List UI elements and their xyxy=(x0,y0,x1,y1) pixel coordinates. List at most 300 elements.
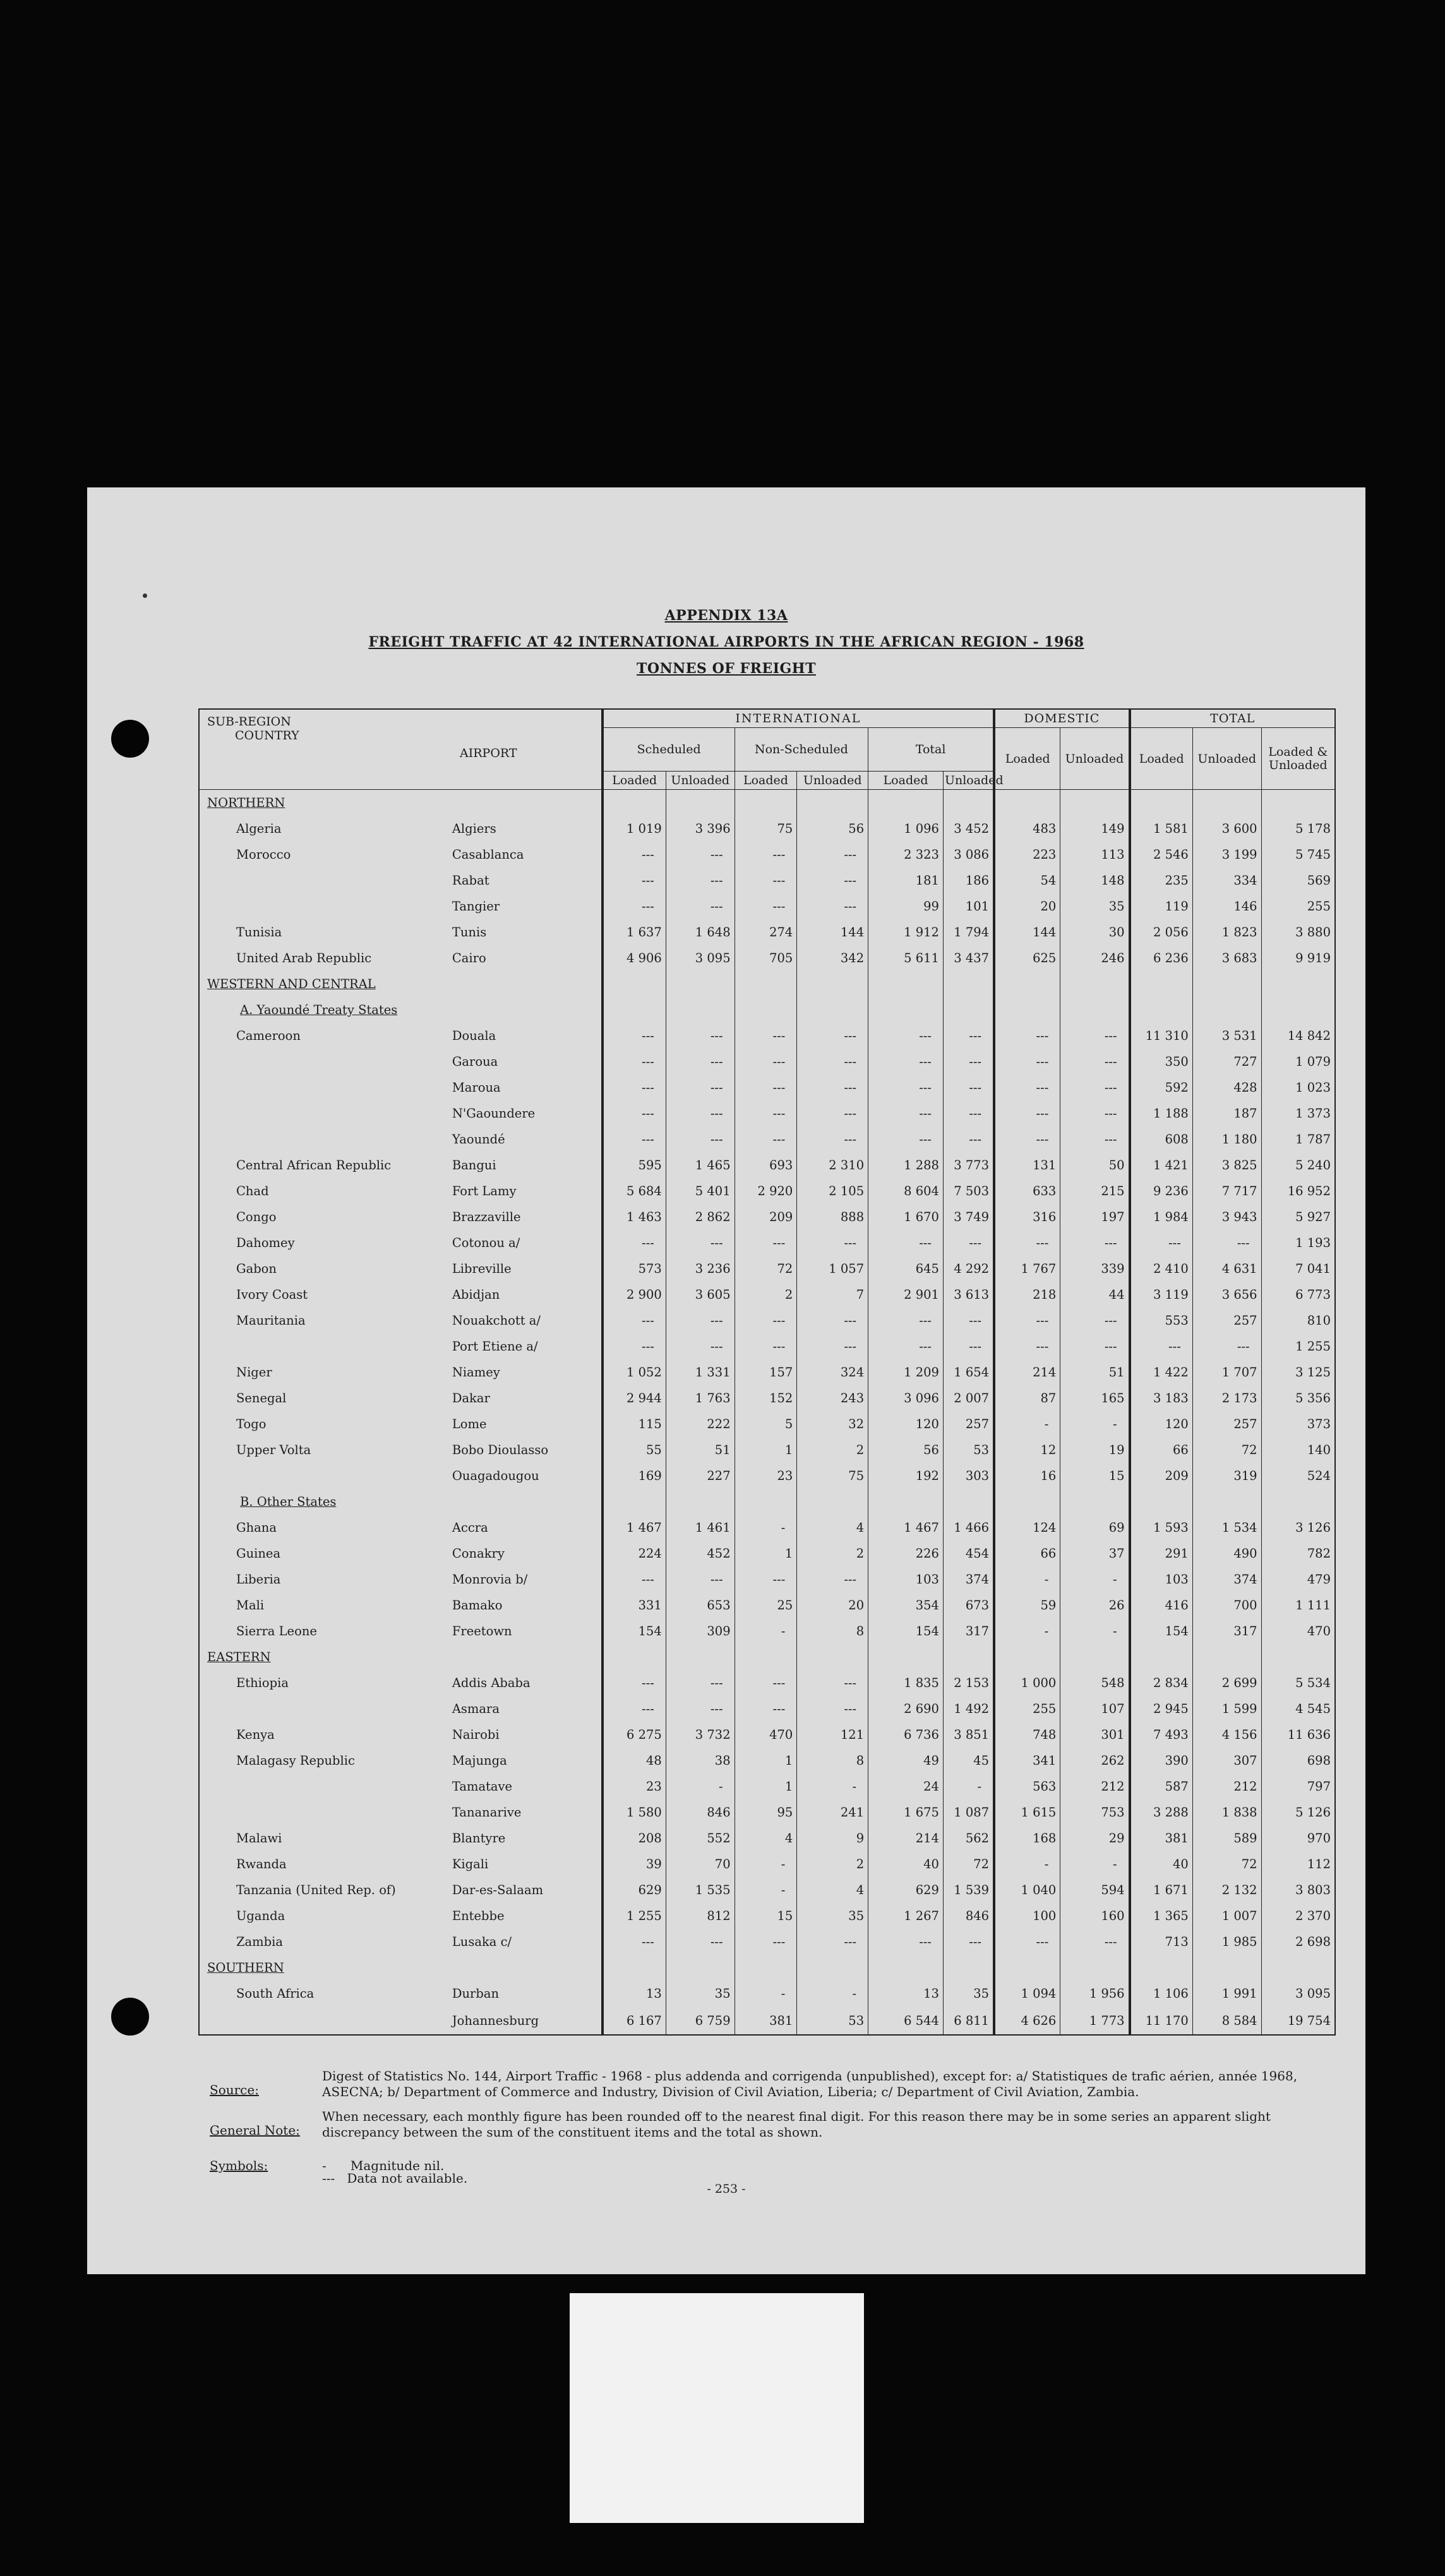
symbols-label: Symbols: xyxy=(210,2158,268,2173)
airport-cell: Lusaka c/ xyxy=(448,1929,603,1955)
value-cell: 5 126 xyxy=(1261,1799,1335,1825)
value-cell: 1 331 xyxy=(666,1359,734,1385)
airport-cell: Ouagadougou xyxy=(448,1463,603,1489)
value-cell: --- xyxy=(666,1333,734,1359)
value-cell: --- xyxy=(868,1075,944,1100)
value-cell: 303 xyxy=(943,1463,994,1489)
value-cell: --- xyxy=(603,1049,666,1075)
country-cell: Liberia xyxy=(199,1566,448,1592)
value-cell: 3 125 xyxy=(1261,1359,1335,1385)
empty-cell xyxy=(666,1955,734,1981)
table-row xyxy=(199,1748,1335,1774)
value-cell: 107 xyxy=(1060,1696,1130,1722)
value-cell: 75 xyxy=(734,816,797,842)
value-cell: 59 xyxy=(994,1592,1060,1618)
value-cell: 1 xyxy=(734,1541,797,1566)
header-dom-unloaded: Unloaded xyxy=(1060,728,1130,790)
value-cell: --- xyxy=(797,1566,868,1592)
value-cell: 38 xyxy=(666,1748,734,1774)
header-domestic: DOMESTIC xyxy=(994,709,1130,728)
table-row xyxy=(199,1566,1335,1592)
table-row xyxy=(199,1049,1335,1075)
country-cell: Tanzania (United Rep. of) xyxy=(199,1877,448,1903)
value-cell: 3 605 xyxy=(666,1282,734,1308)
country-cell: Morocco xyxy=(199,842,448,868)
table-row xyxy=(199,1437,1335,1463)
empty-cell xyxy=(734,997,797,1023)
value-cell: 222 xyxy=(666,1411,734,1437)
value-cell: 120 xyxy=(1130,1411,1193,1437)
value-cell: 569 xyxy=(1261,868,1335,893)
table-row xyxy=(199,1100,1335,1126)
value-cell: - xyxy=(666,1774,734,1799)
empty-cell xyxy=(1261,790,1335,816)
country-cell xyxy=(199,1100,448,1126)
airport-cell: Tangier xyxy=(448,893,603,919)
empty-cell xyxy=(1192,971,1261,997)
value-cell: --- xyxy=(603,1126,666,1152)
airport-cell: Conakry xyxy=(448,1541,603,1566)
value-cell: 227 xyxy=(666,1463,734,1489)
airport-cell: Johannesburg xyxy=(448,2007,603,2035)
value-cell: 309 xyxy=(666,1618,734,1644)
empty-cell xyxy=(1060,997,1130,1023)
value-cell: --- xyxy=(943,1023,994,1049)
value-cell: --- xyxy=(868,1308,944,1333)
table-row xyxy=(199,1618,1335,1644)
value-cell: 381 xyxy=(1130,1825,1193,1851)
value-cell: 56 xyxy=(797,816,868,842)
section-label: WESTERN AND CENTRAL xyxy=(199,971,448,997)
value-cell: 66 xyxy=(1130,1437,1193,1463)
value-cell: --- xyxy=(797,1075,868,1100)
empty-cell xyxy=(603,997,666,1023)
value-cell: 2 105 xyxy=(797,1178,868,1204)
value-cell: 5 356 xyxy=(1261,1385,1335,1411)
value-cell: 2 173 xyxy=(1192,1385,1261,1411)
airport-cell: Cairo xyxy=(448,945,603,971)
value-cell: --- xyxy=(797,1049,868,1075)
country-cell: Chad xyxy=(199,1178,448,1204)
value-cell: --- xyxy=(868,1126,944,1152)
value-cell: 1 365 xyxy=(1130,1903,1193,1929)
header-ns-unloaded: Unloaded xyxy=(797,772,868,790)
value-cell: 3 803 xyxy=(1261,1877,1335,1903)
value-cell: --- xyxy=(666,1230,734,1256)
table-row xyxy=(199,1411,1335,1437)
value-cell: --- xyxy=(666,1049,734,1075)
empty-cell xyxy=(1192,1644,1261,1670)
value-cell: 552 xyxy=(666,1825,734,1851)
value-cell: 373 xyxy=(1261,1411,1335,1437)
value-cell: 4 xyxy=(797,1877,868,1903)
value-cell: 2 698 xyxy=(1261,1929,1335,1955)
value-cell: 2 056 xyxy=(1130,919,1193,945)
value-cell: - xyxy=(734,1981,797,2007)
airport-cell: Douala xyxy=(448,1023,603,1049)
value-cell: 319 xyxy=(1192,1463,1261,1489)
empty-cell xyxy=(868,790,944,816)
value-cell: 698 xyxy=(1261,1748,1335,1774)
table-row xyxy=(199,1851,1335,1877)
value-cell: - xyxy=(797,1981,868,2007)
value-cell: 72 xyxy=(1192,1851,1261,1877)
empty-cell xyxy=(666,790,734,816)
value-cell: 11 310 xyxy=(1130,1023,1193,1049)
header-dom-loaded: Loaded xyxy=(994,728,1060,790)
empty-cell xyxy=(1060,1644,1130,1670)
value-cell: --- xyxy=(1060,1308,1130,1333)
value-cell: 1 787 xyxy=(1261,1126,1335,1152)
value-cell: --- xyxy=(994,1023,1060,1049)
value-cell: 317 xyxy=(1192,1618,1261,1644)
value-cell: 35 xyxy=(797,1903,868,1929)
symbol-na: --- Data not available. xyxy=(322,2171,468,2186)
value-cell: 4 631 xyxy=(1192,1256,1261,1282)
table-row xyxy=(199,868,1335,893)
country-cell: Zambia xyxy=(199,1929,448,1955)
value-cell: 101 xyxy=(943,893,994,919)
value-cell: 181 xyxy=(868,868,944,893)
value-cell: --- xyxy=(868,1333,944,1359)
value-cell: 224 xyxy=(603,1541,666,1566)
value-cell: --- xyxy=(1060,1230,1130,1256)
empty-cell xyxy=(1130,1489,1193,1515)
value-cell: 48 xyxy=(603,1748,666,1774)
empty-cell xyxy=(1192,1489,1261,1515)
value-cell: 1 421 xyxy=(1130,1152,1193,1178)
value-cell: 490 xyxy=(1192,1541,1261,1566)
country-cell: Sierra Leone xyxy=(199,1618,448,1644)
value-cell: 2 901 xyxy=(868,1282,944,1308)
value-cell: 11 170 xyxy=(1130,2007,1193,2035)
value-cell: 341 xyxy=(994,1748,1060,1774)
value-cell: --- xyxy=(734,1929,797,1955)
value-cell: 2 862 xyxy=(666,1204,734,1230)
value-cell: 2 834 xyxy=(1130,1670,1193,1696)
value-cell: --- xyxy=(1060,1929,1130,1955)
value-cell: 2 410 xyxy=(1130,1256,1193,1282)
value-cell: 2 xyxy=(797,1851,868,1877)
empty-cell xyxy=(1060,790,1130,816)
value-cell: 209 xyxy=(1130,1463,1193,1489)
airport-cell: Casablanca xyxy=(448,842,603,868)
value-cell: 25 xyxy=(734,1592,797,1618)
punch-hole-top xyxy=(111,720,149,758)
value-cell: 1 675 xyxy=(868,1799,944,1825)
value-cell: --- xyxy=(603,1333,666,1359)
value-cell: 1 991 xyxy=(1192,1981,1261,2007)
value-cell: --- xyxy=(1060,1023,1130,1049)
empty-cell xyxy=(603,1489,666,1515)
airport-cell: Bobo Dioulasso xyxy=(448,1437,603,1463)
value-cell: 19 754 xyxy=(1261,2007,1335,2035)
value-cell: 846 xyxy=(943,1903,994,1929)
value-cell: 214 xyxy=(868,1825,944,1851)
empty-cell xyxy=(868,997,944,1023)
value-cell: 301 xyxy=(1060,1722,1130,1748)
value-cell: --- xyxy=(734,842,797,868)
value-cell: 592 xyxy=(1130,1075,1193,1100)
value-cell: 1 023 xyxy=(1261,1075,1335,1100)
airport-cell: Cotonou a/ xyxy=(448,1230,603,1256)
empty-cell xyxy=(1130,997,1193,1023)
value-cell: 479 xyxy=(1261,1566,1335,1592)
country-cell xyxy=(199,1774,448,1799)
empty-cell xyxy=(603,1644,666,1670)
value-cell: 51 xyxy=(666,1437,734,1463)
value-cell: --- xyxy=(666,1100,734,1126)
value-cell: --- xyxy=(868,1230,944,1256)
value-cell: --- xyxy=(734,1075,797,1100)
value-cell: 1 823 xyxy=(1192,919,1261,945)
value-cell: --- xyxy=(994,1075,1060,1100)
value-cell: 3 236 xyxy=(666,1256,734,1282)
value-cell: --- xyxy=(797,1126,868,1152)
value-cell: 782 xyxy=(1261,1541,1335,1566)
value-cell: 1 670 xyxy=(868,1204,944,1230)
value-cell: 2 xyxy=(734,1282,797,1308)
value-cell: 40 xyxy=(1130,1851,1193,1877)
value-cell: 29 xyxy=(1060,1825,1130,1851)
value-cell: 1 467 xyxy=(603,1515,666,1541)
value-cell: 100 xyxy=(994,1903,1060,1929)
empty-cell xyxy=(734,1955,797,1981)
value-cell: 30 xyxy=(1060,919,1130,945)
value-cell: --- xyxy=(943,1049,994,1075)
value-cell: --- xyxy=(603,1929,666,1955)
value-cell: 317 xyxy=(943,1618,994,1644)
value-cell: 291 xyxy=(1130,1541,1193,1566)
value-cell: 37 xyxy=(1060,1541,1130,1566)
value-cell: --- xyxy=(666,1929,734,1955)
value-cell: 20 xyxy=(994,893,1060,919)
value-cell: --- xyxy=(603,1075,666,1100)
empty-cell xyxy=(1192,1955,1261,1981)
value-cell: 1 106 xyxy=(1130,1981,1193,2007)
empty-cell xyxy=(734,1644,797,1670)
table-row xyxy=(199,893,1335,919)
country-cell: Ghana xyxy=(199,1515,448,1541)
value-cell: 2 310 xyxy=(797,1152,868,1178)
header-airport: AIRPORT xyxy=(460,746,517,760)
empty-cell xyxy=(943,997,994,1023)
value-cell: 2 007 xyxy=(943,1385,994,1411)
value-cell: --- xyxy=(943,1308,994,1333)
value-cell: 1 599 xyxy=(1192,1696,1261,1722)
table-row xyxy=(199,945,1335,971)
value-cell: 390 xyxy=(1130,1748,1193,1774)
country-cell: South Africa xyxy=(199,1981,448,2007)
value-cell: 8 584 xyxy=(1192,2007,1261,2035)
empty-cell xyxy=(994,1955,1060,1981)
value-cell: 810 xyxy=(1261,1308,1335,1333)
value-cell: 7 717 xyxy=(1192,1178,1261,1204)
country-cell xyxy=(199,868,448,893)
document-title: FREIGHT TRAFFIC AT 42 INTERNATIONAL AIRPORTS IN THE AFRICAN REGION - 1968 xyxy=(368,634,1084,650)
value-cell: 160 xyxy=(1060,1903,1130,1929)
airport-cell: Garoua xyxy=(448,1049,603,1075)
value-cell: 3 199 xyxy=(1192,842,1261,868)
value-cell: 1 593 xyxy=(1130,1515,1193,1541)
empty-cell xyxy=(666,971,734,997)
value-cell: 154 xyxy=(603,1618,666,1644)
value-cell: 1 637 xyxy=(603,919,666,945)
airport-cell: Majunga xyxy=(448,1748,603,1774)
value-cell: --- xyxy=(797,842,868,868)
airport-cell: Yaoundé xyxy=(448,1126,603,1152)
value-cell: 1 466 xyxy=(943,1515,994,1541)
airport-cell: Lome xyxy=(448,1411,603,1437)
value-cell: 53 xyxy=(943,1437,994,1463)
airport-cell: Fort Lamy xyxy=(448,1178,603,1204)
value-cell: 69 xyxy=(1060,1515,1130,1541)
value-cell: --- xyxy=(994,1333,1060,1359)
value-cell: 1 255 xyxy=(1261,1333,1335,1359)
country-cell: Upper Volta xyxy=(199,1437,448,1463)
value-cell: 553 xyxy=(1130,1308,1193,1333)
empty-cell xyxy=(1261,997,1335,1023)
empty-cell xyxy=(734,1489,797,1515)
value-cell: 1 467 xyxy=(868,1515,944,1541)
value-cell: 3 288 xyxy=(1130,1799,1193,1825)
header-sub-loaded: Loaded xyxy=(868,772,944,790)
value-cell: --- xyxy=(734,1023,797,1049)
header-ns-loaded: Loaded xyxy=(734,772,797,790)
airport-cell: Libreville xyxy=(448,1256,603,1282)
empty-cell xyxy=(1060,971,1130,997)
value-cell: --- xyxy=(994,1049,1060,1075)
value-cell: 324 xyxy=(797,1359,868,1385)
value-cell: 3 943 xyxy=(1192,1204,1261,1230)
value-cell: 1 838 xyxy=(1192,1799,1261,1825)
value-cell: - xyxy=(1060,1566,1130,1592)
table-row xyxy=(199,1126,1335,1152)
value-cell: 20 xyxy=(797,1592,868,1618)
value-cell: --- xyxy=(603,1696,666,1722)
value-cell: 23 xyxy=(603,1774,666,1799)
value-cell: 6 167 xyxy=(603,2007,666,2035)
value-cell: 103 xyxy=(868,1566,944,1592)
value-cell: 35 xyxy=(1060,893,1130,919)
value-cell: 1 615 xyxy=(994,1799,1060,1825)
value-cell: 3 600 xyxy=(1192,816,1261,842)
table-row xyxy=(199,1541,1335,1566)
value-cell: 1 492 xyxy=(943,1696,994,1722)
value-cell: 3 851 xyxy=(943,1722,994,1748)
empty-cell xyxy=(448,790,603,816)
value-cell: 812 xyxy=(666,1903,734,1929)
value-cell: 589 xyxy=(1192,1825,1261,1851)
empty-cell xyxy=(797,1489,868,1515)
value-cell: 212 xyxy=(1192,1774,1261,1799)
value-cell: 7 041 xyxy=(1261,1256,1335,1282)
value-cell: 1 019 xyxy=(603,816,666,842)
airport-cell: Dakar xyxy=(448,1385,603,1411)
value-cell: 1 707 xyxy=(1192,1359,1261,1385)
value-cell: 705 xyxy=(734,945,797,971)
value-cell: 3 095 xyxy=(666,945,734,971)
value-cell: --- xyxy=(666,893,734,919)
airport-cell: Tananarive xyxy=(448,1799,603,1825)
value-cell: 241 xyxy=(797,1799,868,1825)
empty-cell xyxy=(1060,1955,1130,1981)
value-cell: 1 xyxy=(734,1748,797,1774)
value-cell: 595 xyxy=(603,1152,666,1178)
empty-cell xyxy=(603,1955,666,1981)
value-cell: --- xyxy=(603,1566,666,1592)
empty-cell xyxy=(448,1489,603,1515)
empty-cell xyxy=(943,1644,994,1670)
value-cell: 587 xyxy=(1130,1774,1193,1799)
value-cell: - xyxy=(734,1877,797,1903)
value-cell: 16 xyxy=(994,1463,1060,1489)
value-cell: - xyxy=(734,1851,797,1877)
value-cell: 115 xyxy=(603,1411,666,1437)
airport-cell: Dar-es-Salaam xyxy=(448,1877,603,1903)
value-cell: --- xyxy=(797,1333,868,1359)
value-cell: 1 912 xyxy=(868,919,944,945)
value-cell: 144 xyxy=(797,919,868,945)
airport-cell: Monrovia b/ xyxy=(448,1566,603,1592)
value-cell: 112 xyxy=(1261,1851,1335,1877)
value-cell: 120 xyxy=(868,1411,944,1437)
value-cell: 1 373 xyxy=(1261,1100,1335,1126)
value-cell: --- xyxy=(797,1100,868,1126)
airport-cell: N'Gaoundere xyxy=(448,1100,603,1126)
airport-cell: Rabat xyxy=(448,868,603,893)
value-cell: 2 323 xyxy=(868,842,944,868)
empty-cell xyxy=(797,1644,868,1670)
value-cell: 19 xyxy=(1060,1437,1130,1463)
value-cell: 2 546 xyxy=(1130,842,1193,868)
empty-cell xyxy=(1192,790,1261,816)
value-cell: 2 699 xyxy=(1192,1670,1261,1696)
value-cell: --- xyxy=(734,1333,797,1359)
value-cell: 3 095 xyxy=(1261,1981,1335,2007)
value-cell: 1 956 xyxy=(1060,1981,1130,2007)
value-cell: 192 xyxy=(868,1463,944,1489)
value-cell: --- xyxy=(1060,1049,1130,1075)
table-body xyxy=(199,790,1335,2036)
value-cell: 1 188 xyxy=(1130,1100,1193,1126)
value-cell: 594 xyxy=(1060,1877,1130,1903)
country-cell: Malawi xyxy=(199,1825,448,1851)
value-cell: 214 xyxy=(994,1359,1060,1385)
empty-cell xyxy=(994,1644,1060,1670)
table-row xyxy=(199,1981,1335,2007)
value-cell: 226 xyxy=(868,1541,944,1566)
country-cell: Algeria xyxy=(199,816,448,842)
freight-table xyxy=(198,708,1336,2036)
country-cell: Dahomey xyxy=(199,1230,448,1256)
value-cell: 51 xyxy=(1060,1359,1130,1385)
value-cell: 257 xyxy=(943,1411,994,1437)
value-cell: 1 000 xyxy=(994,1670,1060,1696)
value-cell: 3 773 xyxy=(943,1152,994,1178)
empty-cell xyxy=(734,790,797,816)
table-row xyxy=(199,1670,1335,1696)
value-cell: 53 xyxy=(797,2007,868,2035)
value-cell: 334 xyxy=(1192,868,1261,893)
source-label: Source: xyxy=(210,2082,259,2097)
value-cell: 99 xyxy=(868,893,944,919)
country-cell: Ethiopia xyxy=(199,1670,448,1696)
value-cell: 148 xyxy=(1060,868,1130,893)
value-cell: 1 052 xyxy=(603,1359,666,1385)
table-row xyxy=(199,1152,1335,1178)
value-cell: 1 461 xyxy=(666,1515,734,1541)
